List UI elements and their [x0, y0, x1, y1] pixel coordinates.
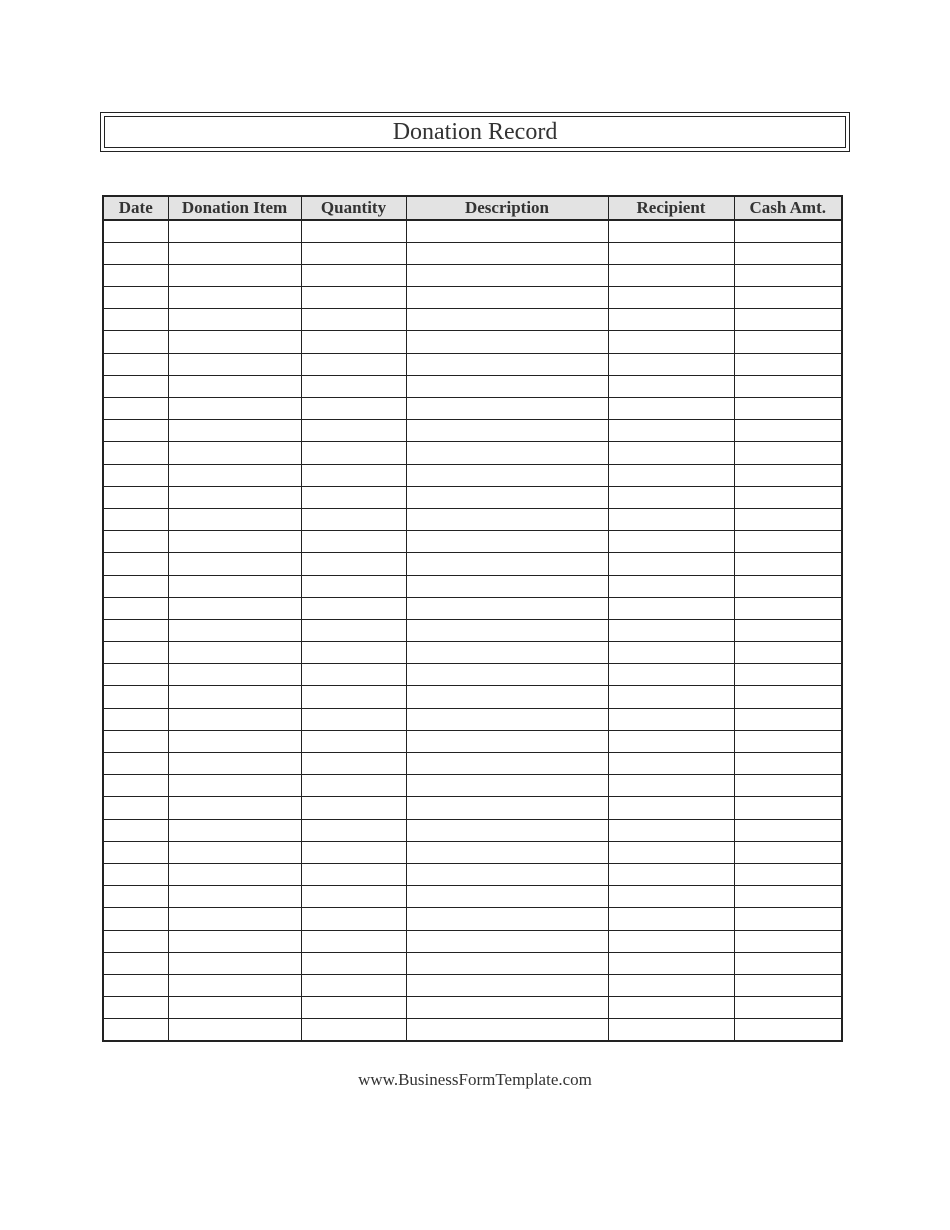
cell-cash-amt[interactable]: [734, 952, 842, 974]
cell-quantity[interactable]: [301, 220, 406, 242]
column-header-date: Date: [103, 196, 168, 220]
cell-description[interactable]: [406, 531, 608, 553]
cell-recipient[interactable]: [608, 264, 734, 286]
cell-donation-item[interactable]: [168, 353, 301, 375]
cell-donation-item[interactable]: [168, 264, 301, 286]
cell-recipient[interactable]: [608, 952, 734, 974]
cell-quantity[interactable]: [301, 952, 406, 974]
cell-quantity[interactable]: [301, 619, 406, 641]
cell-date[interactable]: [103, 1019, 168, 1041]
cell-cash-amt[interactable]: [734, 508, 842, 530]
cell-recipient[interactable]: [608, 508, 734, 530]
cell-cash-amt[interactable]: [734, 375, 842, 397]
cell-date[interactable]: [103, 331, 168, 353]
cell-recipient[interactable]: [608, 486, 734, 508]
cell-recipient[interactable]: [608, 1019, 734, 1041]
cell-date[interactable]: [103, 841, 168, 863]
cell-description[interactable]: [406, 952, 608, 974]
cell-recipient[interactable]: [608, 464, 734, 486]
cell-quantity[interactable]: [301, 531, 406, 553]
cell-quantity[interactable]: [301, 730, 406, 752]
cell-date[interactable]: [103, 264, 168, 286]
cell-date[interactable]: [103, 398, 168, 420]
table-row: [103, 508, 842, 530]
table-row: [103, 220, 842, 242]
cell-quantity[interactable]: [301, 420, 406, 442]
cell-donation-item[interactable]: [168, 287, 301, 309]
table-row: [103, 331, 842, 353]
cell-description[interactable]: [406, 664, 608, 686]
table-body: [103, 220, 842, 1041]
cell-quantity[interactable]: [301, 1019, 406, 1041]
cell-description[interactable]: [406, 797, 608, 819]
cell-description[interactable]: [406, 398, 608, 420]
cell-quantity[interactable]: [301, 753, 406, 775]
cell-description[interactable]: [406, 553, 608, 575]
cell-quantity[interactable]: [301, 863, 406, 885]
cell-donation-item[interactable]: [168, 863, 301, 885]
cell-recipient[interactable]: [608, 287, 734, 309]
table-row: [103, 686, 842, 708]
cell-donation-item[interactable]: [168, 575, 301, 597]
cell-donation-item[interactable]: [168, 597, 301, 619]
cell-quantity[interactable]: [301, 597, 406, 619]
cell-cash-amt[interactable]: [734, 309, 842, 331]
cell-description[interactable]: [406, 597, 608, 619]
cell-recipient[interactable]: [608, 353, 734, 375]
cell-date[interactable]: [103, 730, 168, 752]
column-header-description: Description: [406, 196, 608, 220]
cell-recipient[interactable]: [608, 331, 734, 353]
cell-description[interactable]: [406, 486, 608, 508]
cell-donation-item[interactable]: [168, 930, 301, 952]
cell-cash-amt[interactable]: [734, 930, 842, 952]
table-row: [103, 997, 842, 1019]
cell-description[interactable]: [406, 930, 608, 952]
cell-cash-amt[interactable]: [734, 442, 842, 464]
cell-recipient[interactable]: [608, 420, 734, 442]
cell-description[interactable]: [406, 1019, 608, 1041]
cell-date[interactable]: [103, 997, 168, 1019]
cell-date[interactable]: [103, 974, 168, 996]
cell-donation-item[interactable]: [168, 553, 301, 575]
cell-description[interactable]: [406, 264, 608, 286]
cell-date[interactable]: [103, 619, 168, 641]
cell-donation-item[interactable]: [168, 642, 301, 664]
cell-cash-amt[interactable]: [734, 908, 842, 930]
cell-date[interactable]: [103, 442, 168, 464]
cell-recipient[interactable]: [608, 908, 734, 930]
cell-date[interactable]: [103, 420, 168, 442]
cell-quantity[interactable]: [301, 331, 406, 353]
cell-cash-amt[interactable]: [734, 1019, 842, 1041]
cell-date[interactable]: [103, 886, 168, 908]
table-header-row: [103, 196, 842, 220]
table-row: [103, 486, 842, 508]
table-row: [103, 242, 842, 264]
cell-date[interactable]: [103, 553, 168, 575]
table-row: [103, 575, 842, 597]
cell-cash-amt[interactable]: [734, 353, 842, 375]
cell-donation-item[interactable]: [168, 797, 301, 819]
page-title: Donation Record: [392, 119, 558, 145]
cell-date[interactable]: [103, 575, 168, 597]
cell-recipient[interactable]: [608, 797, 734, 819]
cell-donation-item[interactable]: [168, 664, 301, 686]
cell-date[interactable]: [103, 508, 168, 530]
cell-quantity[interactable]: [301, 508, 406, 530]
cell-recipient[interactable]: [608, 642, 734, 664]
cell-cash-amt[interactable]: [734, 398, 842, 420]
table-row: [103, 464, 842, 486]
cell-description[interactable]: [406, 331, 608, 353]
cell-recipient[interactable]: [608, 553, 734, 575]
cell-donation-item[interactable]: [168, 442, 301, 464]
cell-cash-amt[interactable]: [734, 886, 842, 908]
table-row: [103, 1019, 842, 1041]
cell-quantity[interactable]: [301, 353, 406, 375]
table-row: [103, 420, 842, 442]
cell-description[interactable]: [406, 375, 608, 397]
cell-description[interactable]: [406, 220, 608, 242]
cell-quantity[interactable]: [301, 841, 406, 863]
cell-quantity[interactable]: [301, 664, 406, 686]
cell-donation-item[interactable]: [168, 508, 301, 530]
cell-donation-item[interactable]: [168, 841, 301, 863]
cell-cash-amt[interactable]: [734, 575, 842, 597]
cell-recipient[interactable]: [608, 974, 734, 996]
cell-donation-item[interactable]: [168, 708, 301, 730]
cell-donation-item[interactable]: [168, 309, 301, 331]
footer-website: www.BusinessFormTemplate.com: [358, 1070, 592, 1089]
cell-cash-amt[interactable]: [734, 642, 842, 664]
cell-quantity[interactable]: [301, 886, 406, 908]
cell-date[interactable]: [103, 642, 168, 664]
cell-cash-amt[interactable]: [734, 619, 842, 641]
cell-cash-amt[interactable]: [734, 841, 842, 863]
title-box-inner: [104, 116, 846, 148]
cell-cash-amt[interactable]: [734, 775, 842, 797]
cell-description[interactable]: [406, 819, 608, 841]
cell-quantity[interactable]: [301, 264, 406, 286]
cell-cash-amt[interactable]: [734, 464, 842, 486]
table-row: [103, 952, 842, 974]
cell-cash-amt[interactable]: [734, 753, 842, 775]
cell-donation-item[interactable]: [168, 952, 301, 974]
cell-recipient[interactable]: [608, 775, 734, 797]
table-row: [103, 753, 842, 775]
cell-description[interactable]: [406, 420, 608, 442]
cell-date[interactable]: [103, 775, 168, 797]
cell-cash-amt[interactable]: [734, 797, 842, 819]
cell-date[interactable]: [103, 597, 168, 619]
cell-date[interactable]: [103, 708, 168, 730]
cell-cash-amt[interactable]: [734, 597, 842, 619]
cell-recipient[interactable]: [608, 220, 734, 242]
table-row: [103, 797, 842, 819]
table-row: [103, 398, 842, 420]
cell-date[interactable]: [103, 464, 168, 486]
cell-description[interactable]: [406, 575, 608, 597]
column-header-cash-amt: Cash Amt.: [734, 196, 842, 220]
donation-record-table: [102, 195, 843, 1042]
cell-recipient[interactable]: [608, 664, 734, 686]
table-row: [103, 642, 842, 664]
cell-donation-item[interactable]: [168, 730, 301, 752]
cell-donation-item[interactable]: [168, 775, 301, 797]
cell-description[interactable]: [406, 841, 608, 863]
cell-description[interactable]: [406, 353, 608, 375]
cell-recipient[interactable]: [608, 375, 734, 397]
cell-date[interactable]: [103, 353, 168, 375]
cell-quantity[interactable]: [301, 398, 406, 420]
cell-donation-item[interactable]: [168, 375, 301, 397]
cell-description[interactable]: [406, 309, 608, 331]
cell-donation-item[interactable]: [168, 531, 301, 553]
cell-cash-amt[interactable]: [734, 708, 842, 730]
table-row: [103, 730, 842, 752]
cell-cash-amt[interactable]: [734, 486, 842, 508]
cell-recipient[interactable]: [608, 398, 734, 420]
table-row: [103, 442, 842, 464]
cell-cash-amt[interactable]: [734, 331, 842, 353]
table-row: [103, 309, 842, 331]
cell-date[interactable]: [103, 220, 168, 242]
cell-donation-item[interactable]: [168, 331, 301, 353]
cell-recipient[interactable]: [608, 930, 734, 952]
cell-description[interactable]: [406, 974, 608, 996]
cell-date[interactable]: [103, 486, 168, 508]
cell-quantity[interactable]: [301, 997, 406, 1019]
cell-donation-item[interactable]: [168, 908, 301, 930]
cell-description[interactable]: [406, 997, 608, 1019]
cell-quantity[interactable]: [301, 930, 406, 952]
cell-donation-item[interactable]: [168, 1019, 301, 1041]
cell-recipient[interactable]: [608, 619, 734, 641]
cell-recipient[interactable]: [608, 753, 734, 775]
cell-recipient[interactable]: [608, 997, 734, 1019]
cell-donation-item[interactable]: [168, 886, 301, 908]
table-row: [103, 708, 842, 730]
table-row: [103, 597, 842, 619]
cell-date[interactable]: [103, 686, 168, 708]
cell-cash-amt[interactable]: [734, 420, 842, 442]
cell-quantity[interactable]: [301, 464, 406, 486]
cell-quantity[interactable]: [301, 908, 406, 930]
table-row: [103, 375, 842, 397]
cell-cash-amt[interactable]: [734, 686, 842, 708]
cell-recipient[interactable]: [608, 597, 734, 619]
cell-donation-item[interactable]: [168, 242, 301, 264]
cell-cash-amt[interactable]: [734, 664, 842, 686]
cell-date[interactable]: [103, 287, 168, 309]
cell-description[interactable]: [406, 242, 608, 264]
table-row: [103, 664, 842, 686]
cell-description[interactable]: [406, 730, 608, 752]
cell-description[interactable]: [406, 464, 608, 486]
column-header-recipient: Recipient: [608, 196, 734, 220]
cell-date[interactable]: [103, 863, 168, 885]
column-header-donation-item: Donation Item: [168, 196, 301, 220]
cell-description[interactable]: [406, 753, 608, 775]
cell-description[interactable]: [406, 686, 608, 708]
cell-cash-amt[interactable]: [734, 264, 842, 286]
cell-date[interactable]: [103, 664, 168, 686]
cell-date[interactable]: [103, 952, 168, 974]
cell-description[interactable]: [406, 287, 608, 309]
table-row: [103, 775, 842, 797]
table-row: [103, 930, 842, 952]
cell-cash-amt[interactable]: [734, 997, 842, 1019]
cell-description[interactable]: [406, 442, 608, 464]
cell-date[interactable]: [103, 930, 168, 952]
table-row: [103, 531, 842, 553]
cell-date[interactable]: [103, 309, 168, 331]
cell-cash-amt[interactable]: [734, 242, 842, 264]
cell-date[interactable]: [103, 753, 168, 775]
table-row: [103, 886, 842, 908]
cell-quantity[interactable]: [301, 486, 406, 508]
table-row: [103, 908, 842, 930]
cell-quantity[interactable]: [301, 775, 406, 797]
cell-description[interactable]: [406, 863, 608, 885]
cell-donation-item[interactable]: [168, 974, 301, 996]
cell-description[interactable]: [406, 886, 608, 908]
cell-recipient[interactable]: [608, 242, 734, 264]
cell-date[interactable]: [103, 531, 168, 553]
cell-recipient[interactable]: [608, 442, 734, 464]
cell-description[interactable]: [406, 708, 608, 730]
cell-date[interactable]: [103, 375, 168, 397]
cell-quantity[interactable]: [301, 553, 406, 575]
cell-quantity[interactable]: [301, 686, 406, 708]
cell-donation-item[interactable]: [168, 420, 301, 442]
table-row: [103, 264, 842, 286]
cell-description[interactable]: [406, 908, 608, 930]
table-row: [103, 974, 842, 996]
title-box: [100, 112, 850, 152]
cell-recipient[interactable]: [608, 819, 734, 841]
cell-donation-item[interactable]: [168, 686, 301, 708]
table-row: [103, 353, 842, 375]
cell-donation-item[interactable]: [168, 619, 301, 641]
cell-quantity[interactable]: [301, 242, 406, 264]
cell-date[interactable]: [103, 242, 168, 264]
cell-recipient[interactable]: [608, 708, 734, 730]
table-row: [103, 287, 842, 309]
cell-quantity[interactable]: [301, 819, 406, 841]
cell-recipient[interactable]: [608, 886, 734, 908]
cell-date[interactable]: [103, 797, 168, 819]
cell-donation-item[interactable]: [168, 486, 301, 508]
cell-cash-amt[interactable]: [734, 220, 842, 242]
cell-recipient[interactable]: [608, 841, 734, 863]
table-row: [103, 553, 842, 575]
cell-description[interactable]: [406, 642, 608, 664]
cell-description[interactable]: [406, 508, 608, 530]
cell-recipient[interactable]: [608, 531, 734, 553]
cell-quantity[interactable]: [301, 575, 406, 597]
cell-donation-item[interactable]: [168, 220, 301, 242]
cell-quantity[interactable]: [301, 287, 406, 309]
cell-donation-item[interactable]: [168, 464, 301, 486]
cell-cash-amt[interactable]: [734, 730, 842, 752]
table-row: [103, 819, 842, 841]
cell-quantity[interactable]: [301, 442, 406, 464]
cell-donation-item[interactable]: [168, 819, 301, 841]
cell-quantity[interactable]: [301, 309, 406, 331]
cell-cash-amt[interactable]: [734, 553, 842, 575]
cell-quantity[interactable]: [301, 642, 406, 664]
cell-quantity[interactable]: [301, 974, 406, 996]
cell-cash-amt[interactable]: [734, 974, 842, 996]
cell-cash-amt[interactable]: [734, 863, 842, 885]
table-row: [103, 619, 842, 641]
cell-donation-item[interactable]: [168, 997, 301, 1019]
table-row: [103, 841, 842, 863]
cell-recipient[interactable]: [608, 309, 734, 331]
cell-cash-amt[interactable]: [734, 287, 842, 309]
cell-recipient[interactable]: [608, 575, 734, 597]
cell-quantity[interactable]: [301, 375, 406, 397]
cell-cash-amt[interactable]: [734, 819, 842, 841]
column-header-quantity: Quantity: [301, 196, 406, 220]
cell-donation-item[interactable]: [168, 398, 301, 420]
cell-date[interactable]: [103, 819, 168, 841]
cell-recipient[interactable]: [608, 686, 734, 708]
cell-description[interactable]: [406, 775, 608, 797]
cell-date[interactable]: [103, 908, 168, 930]
table-row: [103, 863, 842, 885]
cell-recipient[interactable]: [608, 863, 734, 885]
cell-cash-amt[interactable]: [734, 531, 842, 553]
cell-donation-item[interactable]: [168, 753, 301, 775]
cell-quantity[interactable]: [301, 797, 406, 819]
cell-quantity[interactable]: [301, 708, 406, 730]
cell-recipient[interactable]: [608, 730, 734, 752]
cell-description[interactable]: [406, 619, 608, 641]
